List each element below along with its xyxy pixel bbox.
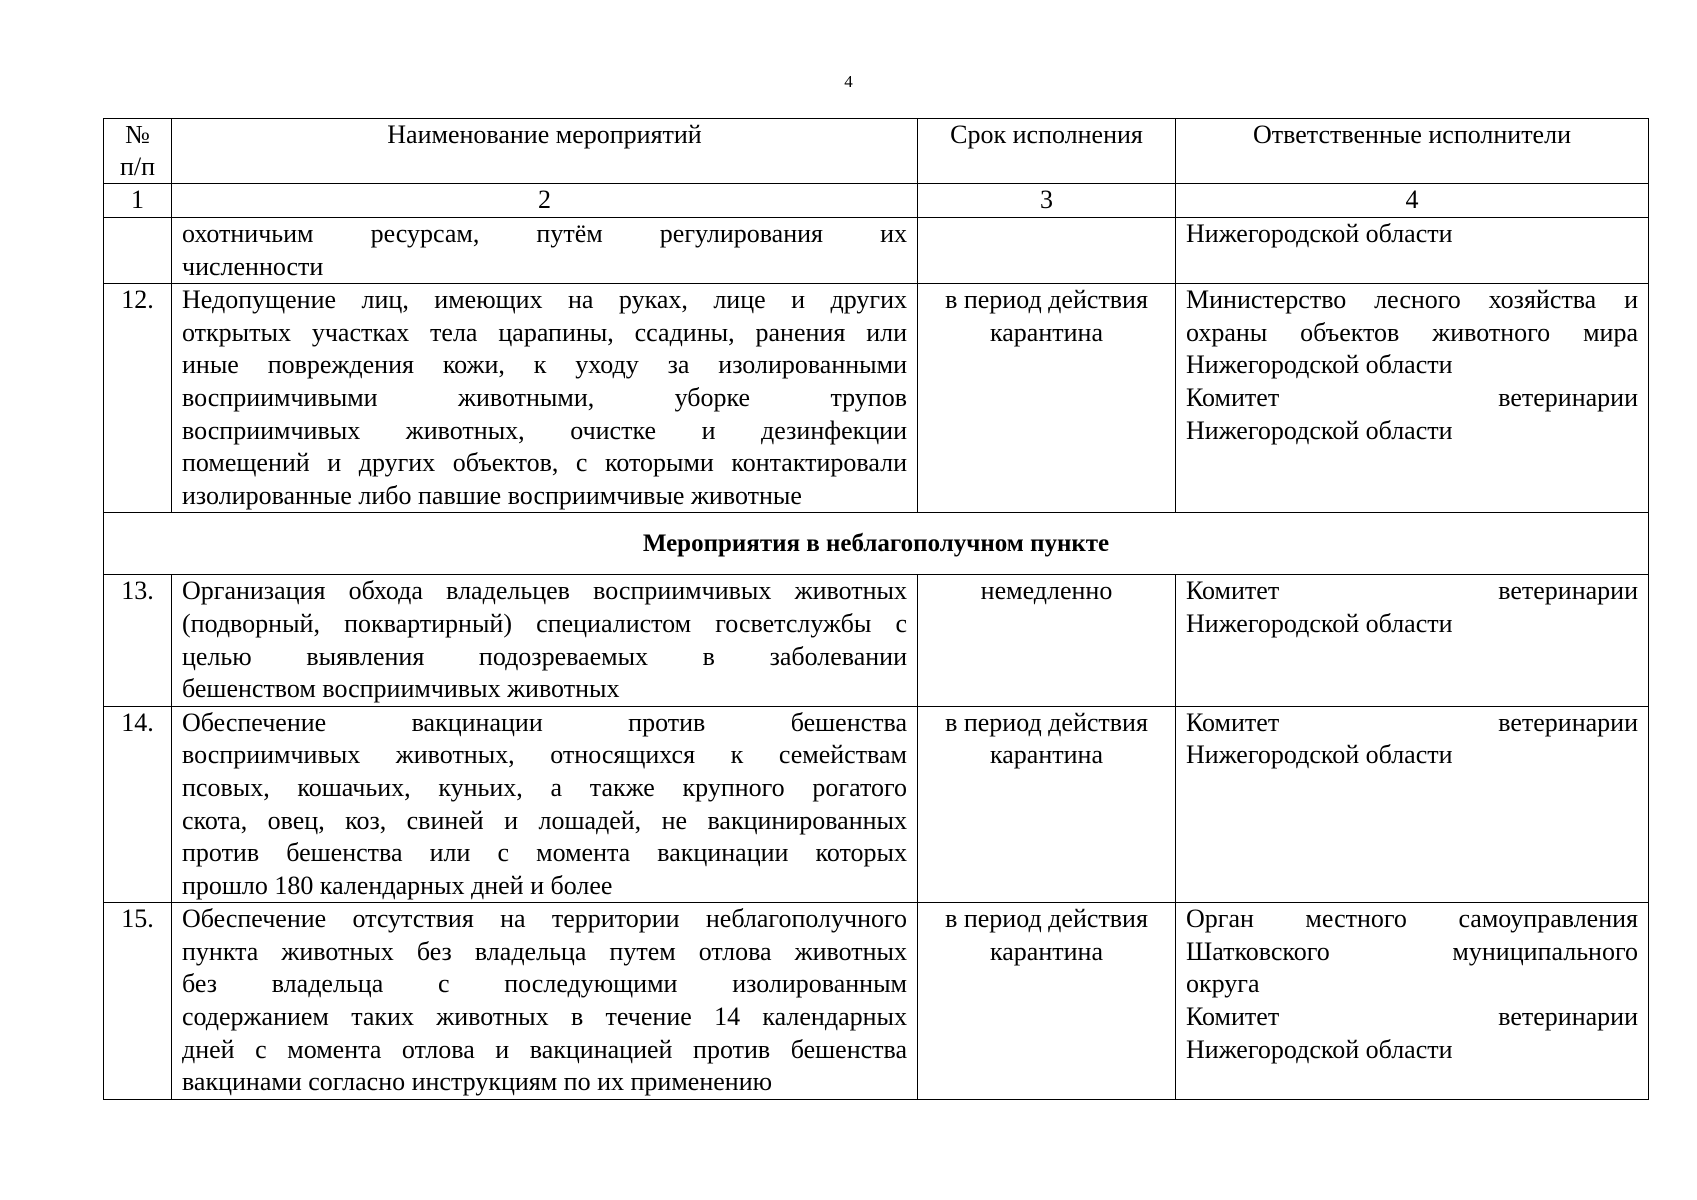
execution-term-line: в период действия <box>945 707 1148 737</box>
execution-term-line: в период действия <box>945 285 1148 315</box>
row-number: 15. <box>104 903 172 1100</box>
responsible-executors <box>1176 903 1649 1100</box>
column-number: 1 <box>104 184 172 218</box>
execution-term-line: немедленно <box>980 576 1113 606</box>
header-term: Срок исполнения <box>918 119 1176 184</box>
responsible-line: Нижегородской области <box>1186 219 1453 248</box>
execution-term-line: карантина <box>990 317 1103 347</box>
row-number: 12. <box>104 284 172 513</box>
rows-group-1 <box>104 218 1649 513</box>
responsible-line: Комитет ветеринарии <box>1186 1002 1638 1032</box>
measure-name-line: вакцинами согласно инструкциям по их применению <box>182 1067 773 1097</box>
measure-name-line: пункта животных без владельца путем отлова животных <box>182 936 907 966</box>
measure-name-line: прошло 180 календарных дней и более <box>182 870 613 900</box>
responsible-line: Шатковского муниципального <box>1186 936 1638 966</box>
column-number: 4 <box>1176 184 1649 218</box>
row-number: 14. <box>104 706 172 903</box>
section-row <box>104 513 1649 575</box>
execution-term <box>918 706 1176 903</box>
measure-name-line: помещений и других объектов, с которыми контактировали <box>182 448 907 478</box>
execution-term-line: в период действия <box>945 904 1148 934</box>
responsible-executors <box>1176 218 1649 284</box>
column-number: 2 <box>172 184 918 218</box>
responsible-line: Нижегородской области <box>1186 1034 1453 1064</box>
responsible-executors <box>1176 575 1649 706</box>
measure-name <box>172 706 918 903</box>
measure-name-line: Обеспечение отсутствия на территории неблагополучного <box>182 904 907 934</box>
measures-table <box>103 118 1649 1100</box>
responsible-line: Нижегородской области <box>1186 350 1453 380</box>
measure-name-line: целью выявления подозреваемых в заболевании <box>182 641 907 671</box>
section-title: Мероприятия в неблагополучном пункте <box>104 513 1649 575</box>
measure-name <box>172 218 918 284</box>
table-row <box>104 706 1649 903</box>
page-number: 4 <box>844 72 853 91</box>
header-number-abbr: п/п <box>119 152 156 181</box>
measure-name-line: изолированные либо павшие восприимчивые животные <box>182 480 802 510</box>
row-number: 13. <box>104 575 172 706</box>
measure-name-line: скота, овец, коз, свиней и лошадей, не вакцинированных <box>182 805 907 835</box>
responsible-line: Нижегородской области <box>1186 740 1453 770</box>
responsible-line: округа <box>1186 969 1260 999</box>
responsible-line: Нижегородской области <box>1186 415 1453 445</box>
table-row <box>104 575 1649 706</box>
measure-name <box>172 284 918 513</box>
rows-group-2 <box>104 575 1649 1100</box>
measure-name-line: Недопущение лиц, имеющих на руках, лице и других <box>182 285 907 315</box>
measure-name-line: восприимчивых животных, очистке и дезинфекции <box>182 415 907 445</box>
execution-term-line: карантина <box>990 740 1103 770</box>
header-number-symbol: № <box>125 120 150 149</box>
execution-term-line: карантина <box>990 936 1103 966</box>
execution-term <box>918 284 1176 513</box>
measure-name-line: охотничьим ресурсам, путём регулирования их <box>182 219 907 248</box>
table-row <box>104 218 1649 284</box>
measure-name-line: Обеспечение вакцинации против бешенства <box>182 707 907 737</box>
measure-name-line: без владельца с последующими изолированным <box>182 969 907 999</box>
responsible-line: охраны объектов животного мира <box>1186 317 1638 347</box>
measure-name-line: Организация обхода владельцев восприимчивых животных <box>182 576 907 606</box>
table-header-row <box>104 119 1649 184</box>
column-number-row <box>104 184 1649 218</box>
responsible-executors <box>1176 706 1649 903</box>
measure-name-line: численности <box>182 251 324 281</box>
execution-term <box>918 575 1176 706</box>
row-number <box>104 218 172 284</box>
measure-name-line: бешенством восприимчивых животных <box>182 674 620 704</box>
measure-name-line: псовых, кошачьих, куньих, а также крупного рогатого <box>182 772 907 802</box>
measure-name-line: против бешенства или с момента вакцинации которых <box>182 838 907 868</box>
responsible-line: Комитет ветеринарии <box>1186 382 1638 412</box>
responsible-line: Комитет ветеринарии <box>1186 576 1638 606</box>
table-row <box>104 903 1649 1100</box>
execution-term <box>918 903 1176 1100</box>
measure-name-line: открытых участках тела царапины, ссадины, ранения или <box>182 317 907 347</box>
responsible-line: Министерство лесного хозяйства и <box>1186 285 1638 315</box>
header-measures: Наименование мероприятий <box>172 119 918 184</box>
table-row <box>104 284 1649 513</box>
measure-name <box>172 575 918 706</box>
execution-term <box>918 218 1176 284</box>
measure-name-line: (подворный, поквартирный) специалистом госветслужбы с <box>182 608 907 638</box>
responsible-executors <box>1176 284 1649 513</box>
header-responsible: Ответственные исполнители <box>1176 119 1649 184</box>
measure-name-line: дней с момента отлова и вакцинацией против бешенства <box>182 1034 907 1064</box>
responsible-line: Орган местного самоуправления <box>1186 904 1638 934</box>
column-number: 3 <box>918 184 1176 218</box>
measure-name-line: восприимчивыми животными, уборке трупов <box>182 382 907 412</box>
measure-name-line: восприимчивых животных, относящихся к семействам <box>182 740 907 770</box>
measure-name-line: иные повреждения кожи, к уходу за изолированными <box>182 350 907 380</box>
responsible-line: Нижегородской области <box>1186 608 1453 638</box>
measure-name-line: содержанием таких животных в течение 14 календарных <box>182 1002 907 1032</box>
measure-name <box>172 903 918 1100</box>
header-number <box>104 119 172 184</box>
responsible-line: Комитет ветеринарии <box>1186 707 1638 737</box>
